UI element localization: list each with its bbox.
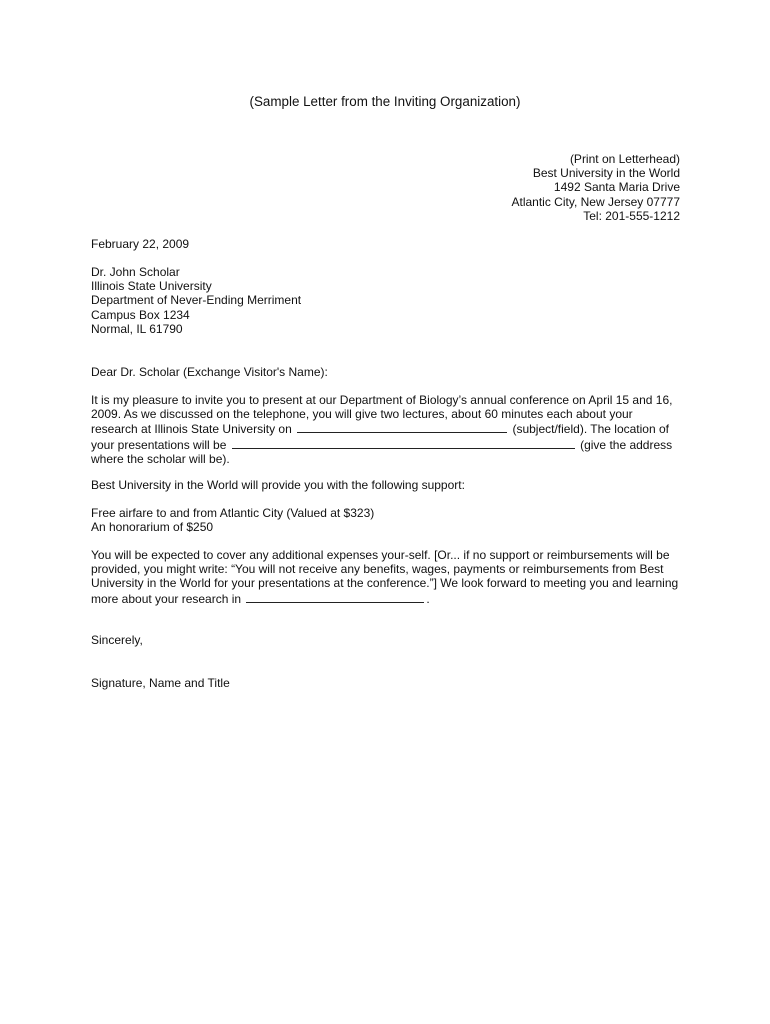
paragraph-line: 2009. As we discussed on the telephone, you will give two lectures, about 60 minutes each about your bbox=[91, 407, 633, 422]
recipient-name: Dr. John Scholar bbox=[91, 265, 180, 279]
letter-date: February 22, 2009 bbox=[91, 237, 190, 251]
paragraph-text: (give the address bbox=[580, 437, 673, 452]
paragraph-text: (subject/field). The location of bbox=[512, 422, 669, 437]
document-title-text: (Sample Letter from the Inviting Organization) bbox=[249, 94, 521, 109]
subject-field-blank[interactable] bbox=[297, 421, 507, 433]
research-field-blank[interactable] bbox=[246, 591, 424, 603]
paragraph-text: your presentations will be bbox=[91, 437, 227, 452]
paragraph-text: . bbox=[426, 591, 430, 606]
letterhead-organization: Best University in the World bbox=[532, 166, 680, 181]
support-item-honorarium: An honorarium of $250 bbox=[91, 520, 214, 535]
salutation: Dear Dr. Scholar (Exchange Visitor's Name): bbox=[91, 365, 328, 379]
recipient-address bbox=[91, 265, 683, 336]
document-title bbox=[0, 94, 770, 110]
address-field-blank[interactable] bbox=[232, 437, 575, 449]
recipient-box: Campus Box 1234 bbox=[91, 307, 190, 322]
support-item-airfare: Free airfare to and from Atlantic City (Valued at $323) bbox=[91, 506, 375, 520]
recipient-city: Normal, IL 61790 bbox=[91, 321, 183, 336]
letterhead-block bbox=[511, 152, 680, 223]
letterhead-city: Atlantic City, New Jersey 07777 bbox=[511, 194, 680, 209]
closing: Sincerely, bbox=[91, 633, 143, 647]
paragraph-line: It is my pleasure to invite you to present at our Department of Biology’s annual conference on April 15 and 16, bbox=[91, 393, 673, 407]
letterhead-tel: Tel: 201-555-1212 bbox=[583, 208, 680, 223]
paragraph-text: more about your research in bbox=[91, 591, 242, 606]
paragraph-support-intro: Best University in the World will provide you with the following support: bbox=[91, 478, 465, 492]
letterhead-note: (Print on Letterhead) bbox=[569, 152, 680, 166]
paragraph-line-with-blank bbox=[91, 591, 683, 606]
paragraph-line: where the scholar will be). bbox=[91, 451, 230, 466]
signature-line: Signature, Name and Title bbox=[91, 676, 230, 690]
paragraph-line-with-blank bbox=[91, 421, 683, 436]
paragraph-text: research at Illinois State University on bbox=[91, 422, 292, 437]
paragraph-line: You will be expected to cover any additional expenses your-self. [Or... if no support or reimbursements will be bbox=[91, 548, 670, 562]
recipient-department: Department of Never-Ending Merriment bbox=[91, 293, 302, 308]
letterhead-street: 1492 Santa Maria Drive bbox=[553, 180, 680, 195]
paragraph-line: provided, you might write: “You will not receive any benefits, wages, payments or reimbursements from Best bbox=[91, 562, 664, 577]
support-list bbox=[91, 506, 683, 534]
paragraph-expenses bbox=[91, 548, 683, 606]
paragraph-line: University in the World for your presentations at the conference.”] We look forward to meeting you and learning bbox=[91, 576, 679, 591]
recipient-institution: Illinois State University bbox=[91, 279, 212, 294]
paragraph-invitation bbox=[91, 393, 683, 466]
paragraph-line-with-blank bbox=[91, 437, 683, 452]
